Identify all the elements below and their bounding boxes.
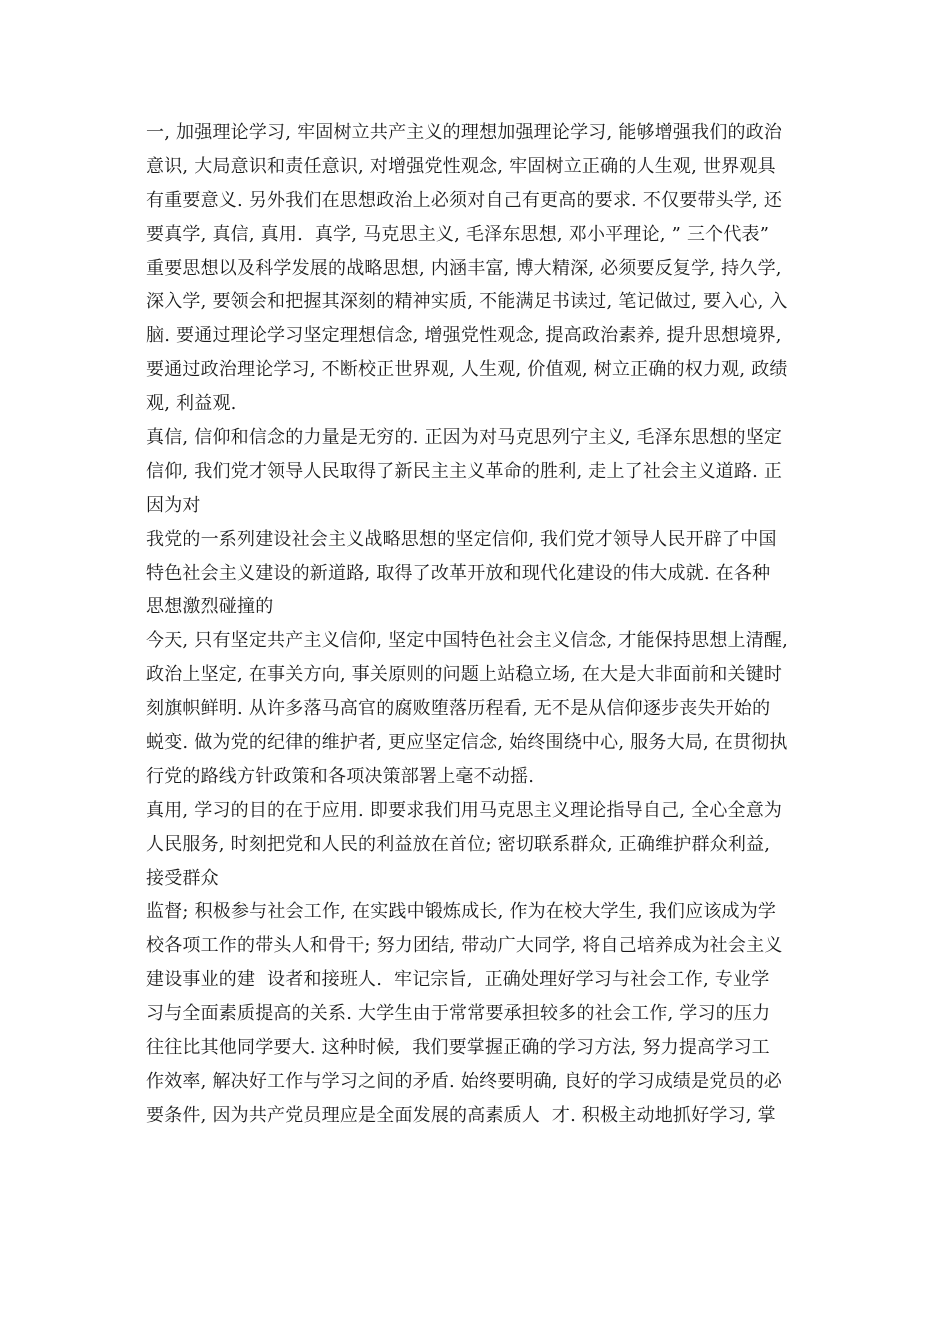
text-line: 习与全面素质提高的关系. 大学生由于常常要承担较多的社会工作, 学习的压力 (146, 1003, 771, 1025)
text-line: 往往比其他同学要大. 这种时候, 我们要掌握正确的学习方法, 努力提高学习工 (146, 1037, 770, 1059)
text-line: 思想激烈碰撞的 (146, 596, 274, 618)
text-line: 今天, 只有坚定共产主义信仰, 坚定中国特色社会主义信念, 才能保持思想上清醒, (146, 630, 789, 652)
text-line: 政治上坚定, 在事关方向, 事关原则的问题上站稳立场, 在大是大非面前和关键时 (146, 664, 783, 686)
text-line: 因为对 (146, 494, 201, 516)
text-line: 校各项工作的带头人和骨干; 努力团结, 带动广大同学, 将自己培养成为社会主义 (146, 935, 783, 957)
text-line: 建设事业的建 设者和接班人. 牢记宗旨, 正确处理好学习与社会工作, 专业学 (146, 969, 770, 991)
document-body (146, 116, 816, 1133)
text-line: 一, 加强理论学习, 牢固树立共产主义的理想加强理论学习, 能够增强我们的政治 (146, 122, 783, 143)
text-line: 深入学, 要领会和把握其深刻的精神实质, 不能满足书读过, 笔记做过, 要入心, 入 (146, 291, 788, 313)
text-line: 真信, 信仰和信念的力量是无穷的. 正因为对马克思列宁主义, 毛泽东思想的坚定 (146, 427, 783, 449)
text-line: 接受群众 (146, 867, 219, 889)
text-line: 信仰, 我们党才领导人民取得了新民主主义革命的胜利, 走上了社会主义道路. 正 (146, 460, 783, 482)
text-line: 观, 利益观. (146, 393, 237, 415)
text-line: 人民服务, 时刻把党和人民的利益放在首位; 密切联系群众, 正确维护群众利益, (146, 833, 771, 855)
text-line: 监督; 积极参与社会工作, 在实践中锻炼成长, 作为在校大学生, 我们应该成为学 (146, 901, 777, 923)
text-line: 行党的路线方针政策和各项决策部署上毫不动摇. (146, 765, 535, 787)
text-line: 刻旗帜鲜明. 从许多落马高官的腐败堕落历程看, 无不是从信仰逐步丧失开始的 (146, 698, 771, 720)
text-line: 意识, 大局意识和责任意识, 对增强党性观念, 牢固树立正确的人生观, 世界观具 (146, 155, 776, 177)
text-line: 蜕变. 做为党的纪律的维护者, 更应坚定信念, 始终围绕中心, 服务大局, 在贯彻执 (146, 732, 788, 754)
text-line: 脑. 要通过理论学习坚定理想信念, 增强党性观念, 提高政治素养, 提升思想境界, (146, 325, 782, 347)
text-line: 特色社会主义建设的新道路, 取得了改革开放和现代化建设的伟大成就. 在各种 (146, 562, 771, 584)
text-line: 真用, 学习的目的在于应用. 即要求我们用马克思主义理论指导自己, 全心全意为 (146, 799, 783, 821)
text-line: 重要思想以及科学发展的战略思想, 内涵丰富, 博大精深, 必须要反复学, 持久学, (146, 257, 782, 279)
text-line: 作效率, 解决好工作与学习之间的矛盾. 始终要明确, 良好的学习成绩是党员的必 (146, 1070, 783, 1092)
text-line: 要通过政治理论学习, 不断校正世界观, 人生观, 价值观, 树立正确的权力观, 政绩 (146, 359, 788, 381)
text-line: 我党的一系列建设社会主义战略思想的坚定信仰, 我们党才领导人民开辟了中国 (146, 528, 777, 550)
text-line: 要真学, 真信, 真用. 真学, 马克思主义, 毛泽东思想, 邓小平理论, ” 三个代表” (146, 223, 770, 245)
text-line: 要条件, 因为共产党员理应是全面发展的高素质人 才. 积极主动地抓好学习, 掌 (146, 1104, 776, 1126)
text-line: 有重要意义. 另外我们在思想政治上必须对自己有更高的要求. 不仅要带头学, 还 (146, 189, 783, 211)
